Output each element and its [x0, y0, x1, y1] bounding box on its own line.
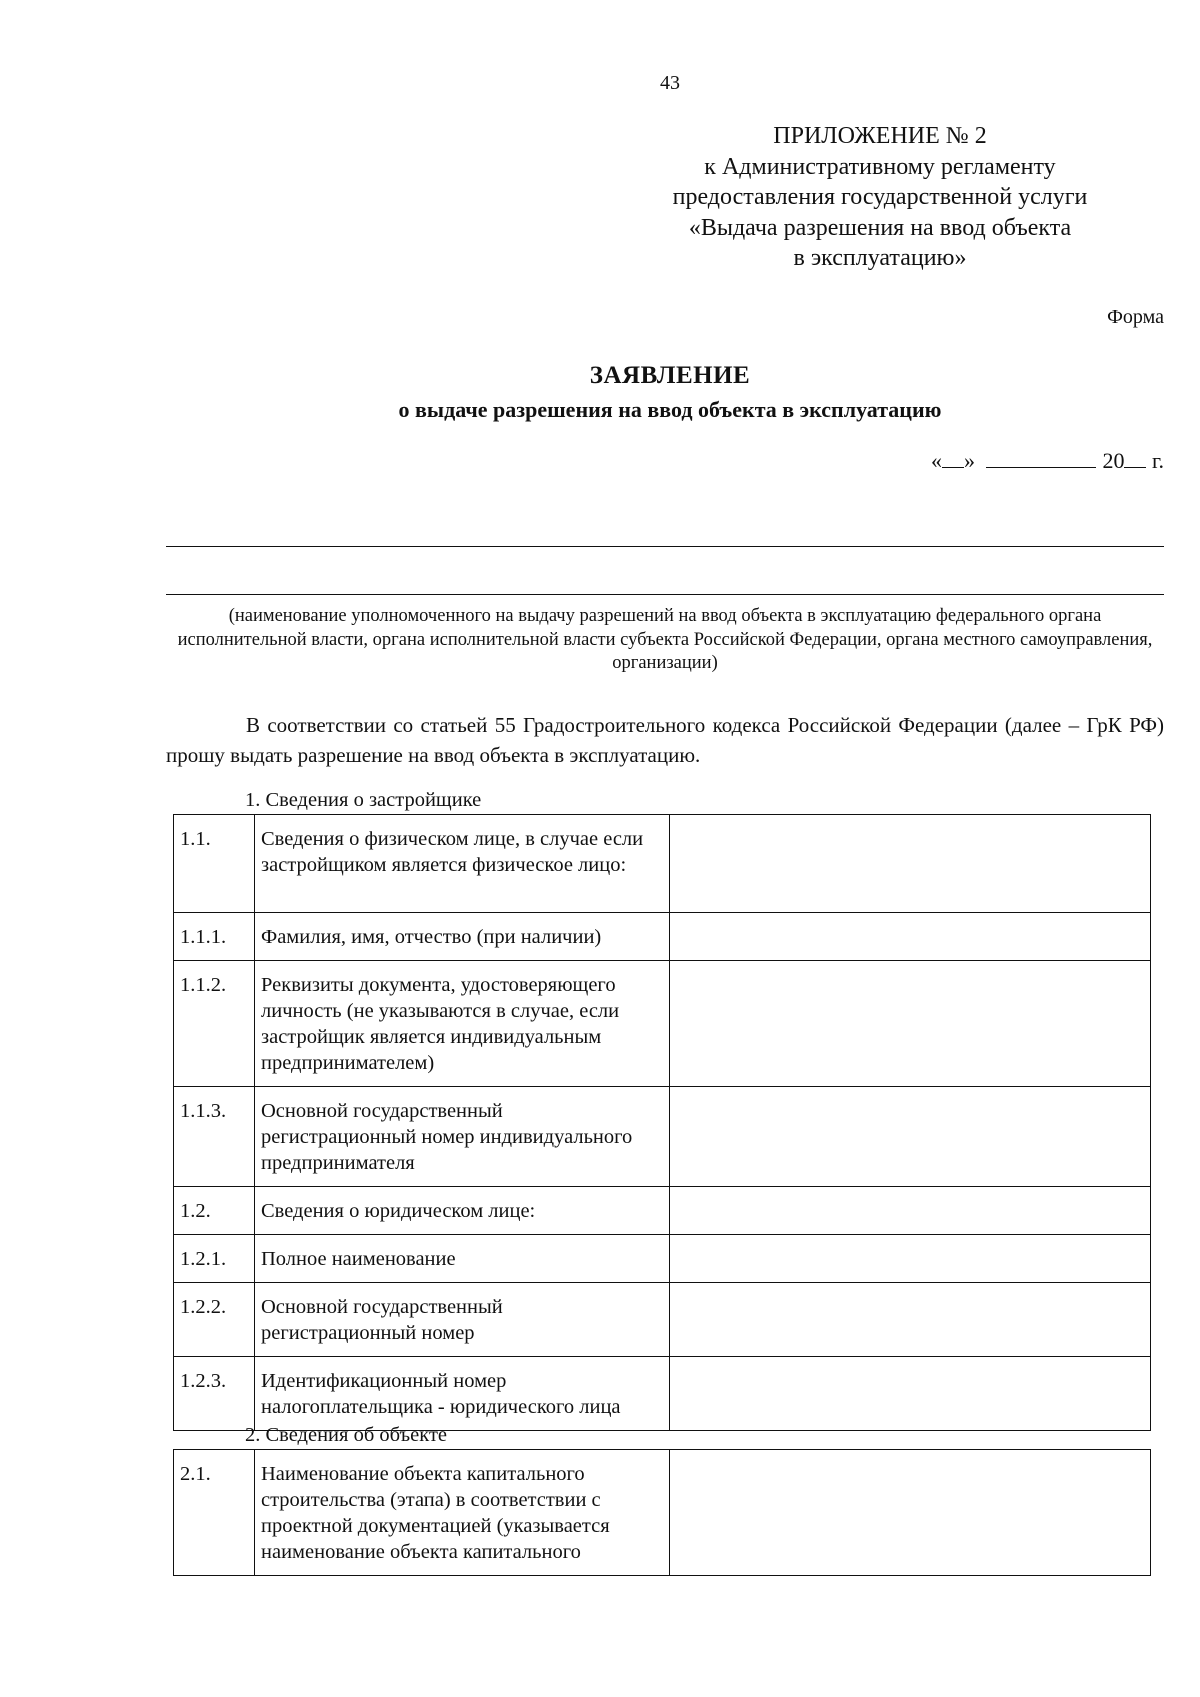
row-value-field[interactable]	[670, 815, 1151, 913]
section-2-heading: 2. Сведения об объекте	[245, 1424, 448, 1446]
date-year-prefix: 20	[1102, 448, 1125, 473]
appendix-header	[640, 121, 1120, 274]
appendix-title: ПРИЛОЖЕНИЕ № 2	[773, 123, 987, 149]
row-label: Основной государственный регистрационный номер	[255, 1283, 670, 1357]
table-row	[174, 1187, 1151, 1235]
row-number: 1.2.3.	[174, 1357, 255, 1431]
row-label: Фамилия, имя, отчество (при наличии)	[255, 913, 670, 961]
document-subtitle: о выдаче разрешения на ввод объекта в эксплуатацию	[398, 397, 942, 422]
row-value-field[interactable]	[670, 961, 1151, 1087]
row-value-field[interactable]	[670, 1283, 1151, 1357]
row-value-field[interactable]	[670, 1357, 1151, 1431]
form-label: Форма	[1107, 306, 1164, 328]
date-open-quote: «	[930, 448, 942, 473]
appendix-line-regulation: к Административному регламенту	[704, 153, 1056, 180]
row-value-field[interactable]	[670, 1235, 1151, 1283]
row-number: 1.1.2.	[174, 961, 255, 1087]
table-row	[174, 815, 1151, 913]
page-number: 43	[660, 72, 680, 94]
row-number: 1.2.1.	[174, 1235, 255, 1283]
date-line	[931, 448, 1164, 474]
appendix-line-service: предоставления государственной услуги	[672, 184, 1088, 210]
row-value-field[interactable]	[670, 1087, 1151, 1187]
object-info-table	[173, 1449, 1151, 1576]
date-month-blank[interactable]	[986, 466, 1096, 468]
table-row	[174, 961, 1151, 1087]
date-year-blank[interactable]	[1124, 466, 1146, 468]
row-label: Сведения о юридическом лице:	[255, 1187, 670, 1235]
developer-info-table	[173, 814, 1151, 1431]
row-value-field[interactable]	[670, 913, 1151, 961]
row-label: Полное наименование	[255, 1235, 670, 1283]
date-day-blank[interactable]	[942, 466, 964, 468]
row-label: Наименование объекта капитального строительства (этапа) в соответствии с проектной документацией (указывается наименование объекта капитального	[255, 1450, 670, 1576]
authority-caption: (наименование уполномоченного на выдачу разрешений на ввод объекта в эксплуатацию федерального органа исполнительной власти, органа исполнительной власти субъекта Российской Федерации, органа местного самоуправления, организации)	[177, 606, 1153, 673]
intro-paragraph: В соответствии со статьей 55 Градостроительного кодекса Российской Федерации (далее – ГрК РФ) прошу выдать разрешение на ввод объекта в эксплуатацию.	[166, 713, 1164, 767]
table-row	[174, 1450, 1151, 1576]
section-1-heading: 1. Сведения о застройщике	[245, 789, 482, 811]
row-label: Реквизиты документа, удостоверяющего личность (не указываются в случае, если застройщик является индивидуальным предпринимателем)	[255, 961, 670, 1087]
date-year-suffix: г.	[1151, 448, 1164, 473]
table-row	[174, 1283, 1151, 1357]
appendix-line-service-name-end: в эксплуатацию»	[793, 245, 967, 271]
authority-name-line-2[interactable]	[166, 594, 1164, 595]
row-number: 1.1.	[174, 815, 255, 913]
appendix-line-service-name: «Выдача разрешения на ввод объекта	[688, 214, 1072, 241]
row-number: 1.2.	[174, 1187, 255, 1235]
row-value-field[interactable]	[670, 1450, 1151, 1576]
row-label: Идентификационный номер налогоплательщика - юридического лица	[255, 1357, 670, 1431]
row-value-field[interactable]	[670, 1187, 1151, 1235]
date-close-quote: »	[963, 448, 975, 473]
row-label: Основной государственный регистрационный номер индивидуального предпринимателя	[255, 1087, 670, 1187]
table-row	[174, 913, 1151, 961]
row-number: 2.1.	[174, 1450, 255, 1576]
table-row	[174, 1357, 1151, 1431]
table-row	[174, 1235, 1151, 1283]
row-number: 1.1.1.	[174, 913, 255, 961]
authority-name-line-1[interactable]	[166, 546, 1164, 547]
row-number: 1.1.3.	[174, 1087, 255, 1187]
row-number: 1.2.2.	[174, 1283, 255, 1357]
table-row	[174, 1087, 1151, 1187]
document-title: ЗАЯВЛЕНИЕ	[589, 362, 751, 389]
row-label: Сведения о физическом лице, в случае если застройщиком является физическое лицо:	[255, 815, 670, 913]
